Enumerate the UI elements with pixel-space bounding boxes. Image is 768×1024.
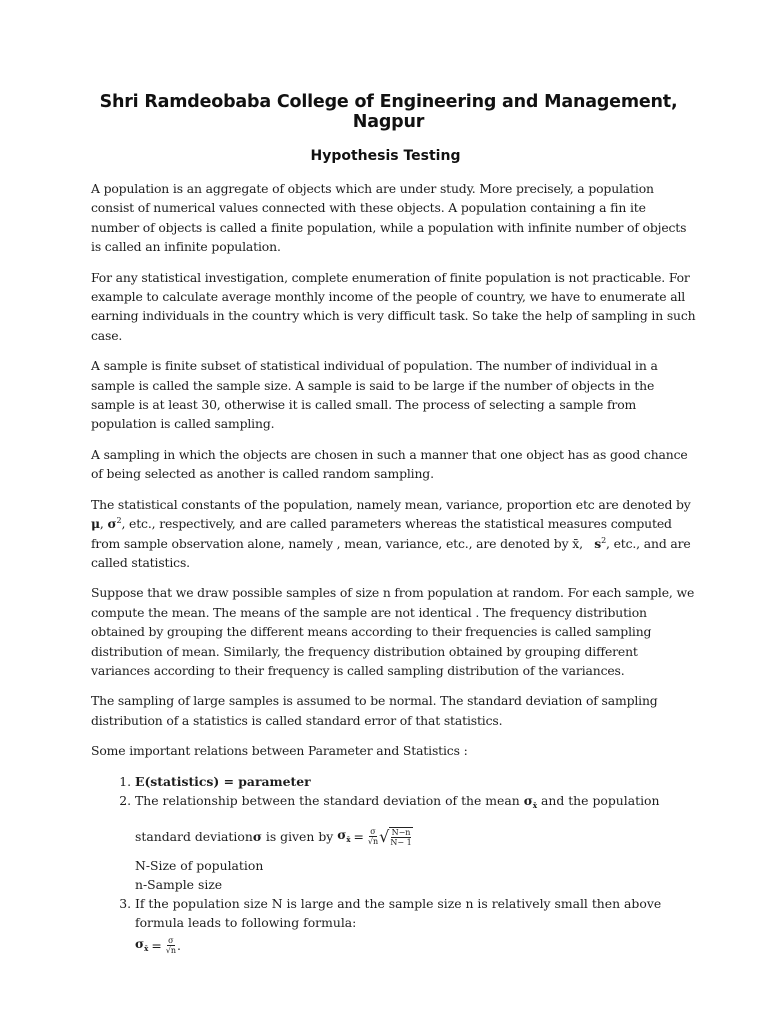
sigma-xbar-symbol xyxy=(524,793,537,808)
paragraph-parameters: The statistical constants of the population, namely mean, variance, proportion etc are denoted by μ, $\sigma^2$, etc., respectively, and are called parameters whereas the statistical measures computed from sample observation alone, namely , mean, variance, etc., are denoted by x̄, $s^2$, etc., and are called statistics. xyxy=(91,496,691,570)
lhs-xbar-subscript: x̄ xyxy=(346,834,351,844)
correction-factor-sqrt xyxy=(379,827,413,847)
simplified-numerator: σ xyxy=(168,936,174,946)
relation-1-text: E(statistics) = parameter xyxy=(135,773,311,789)
simplified-equals: = xyxy=(151,938,162,954)
params-text-2: , etc., respectively, and are called parameters whereas the statistical measures computed from sample observation alone, namely , mean, variance, etc., are denoted by xyxy=(91,516,672,551)
simplified-sigma: σ xyxy=(135,935,145,951)
sigma-symbol: σ xyxy=(107,516,117,532)
fraction-denominator: √n xyxy=(367,837,379,847)
sigma-over-root-n xyxy=(368,827,378,846)
simplified-period: . xyxy=(176,938,181,954)
lhs-sigma: σ xyxy=(337,826,347,842)
s-symbol: s xyxy=(594,535,602,551)
paragraph-standard-error: The sampling of large samples is assumed to be normal. The standard deviation of sampling distribution of a statistics is called standard error of that statistics. xyxy=(91,693,658,728)
relation-3-text: 3. If the population size N is large and the sample size n is relatively small then above formula leads to following formula: xyxy=(135,895,662,930)
mu-symbol: μ xyxy=(91,516,100,532)
simplified-formula xyxy=(135,934,696,958)
paragraph-relations-intro: Some important relations between Parameter and Statistics : xyxy=(91,743,468,759)
correction-fraction xyxy=(390,828,411,847)
page-title: Shri Ramdeobaba College of Engineering and Management, Nagpur xyxy=(99,92,678,132)
relation-item-2 xyxy=(135,791,696,894)
paragraph-sample: A sample is finite subset of statistical individual of population. The number of individual in a sample is called the sample size. A sample is said to be large if the number of objects in the sample is at least 30, otherwise it is called small. The process of selecting a sample from population is called sampling. xyxy=(91,358,658,432)
simplified-lhs xyxy=(135,934,148,958)
equals-sign: = xyxy=(353,829,364,845)
definition-n: n-Sample size xyxy=(135,876,223,892)
simplified-fraction xyxy=(166,936,176,955)
standard-error-formula xyxy=(135,825,696,849)
relation-item-3 xyxy=(135,894,696,958)
definition-N: N-Size of population xyxy=(135,857,264,873)
sqrt-icon: √ xyxy=(379,826,390,846)
sigma-glyph: σ xyxy=(523,792,533,808)
relation-2-tail: and the population xyxy=(537,792,660,808)
correction-numerator: N−n xyxy=(391,827,411,837)
relation-2-text: The relationship between the standard deviation of the mean xyxy=(135,792,524,808)
simplified-xbar-subscript: x̄ xyxy=(144,943,149,953)
xbar-symbol: x̄ xyxy=(572,535,580,551)
simplified-denominator: √n xyxy=(165,946,176,956)
xbar-subscript: x̄ xyxy=(532,800,538,810)
correction-denominator: N− 1 xyxy=(390,837,412,847)
formula-lhs xyxy=(337,825,350,849)
relation-2-given-by: is given by xyxy=(261,829,338,845)
population-sigma-symbol: σ xyxy=(252,829,262,845)
paragraph-investigation: For any statistical investigation, complete enumeration of finite population is not practicable. For example to calculate average monthly income of the people of country, we have to enumerate all earning individuals in the country which is very difficult task. So take the help of sampling in such case. xyxy=(91,269,696,343)
fraction-numerator: σ xyxy=(370,827,376,837)
relation-2-line-2: standard deviation xyxy=(135,829,253,845)
paragraph-sampling-distribution: Suppose that we draw possible samples of size n from population at random. For each sample, we compute the mean. The means of the sample are not identical . The frequency distribution obtained by grouping the different means according to their frequencies is called sampling distribution of mean. Similarly, the frequency distribution obtained by grouping different variances according to their frequency is called sampling distribution of the variances. xyxy=(91,585,695,678)
paragraph-random-sampling: A sampling in which the objects are chosen in such a manner that one object has as good chance of being selected as another is called random sampling. xyxy=(91,446,688,482)
paragraph-population: A population is an aggregate of objects which are under study. More precisely, a population consist of numerical values connected with these objects. A population containing a fin ite number of objects is called a finite population, while a population with infinite number of objects is called an infinite population. xyxy=(91,181,687,255)
relation-item-1 xyxy=(135,772,696,791)
relation-2-line-1 xyxy=(135,791,696,815)
params-text-3: , etc., and are called statistics. xyxy=(91,535,691,570)
page-subtitle: Hypothesis Testing xyxy=(310,148,461,164)
relations-list xyxy=(91,772,696,958)
squared-exponent-s: 2 xyxy=(601,535,607,545)
params-text-1: The statistical constants of the population, namely mean, variance, proportion etc are denoted by xyxy=(91,496,691,512)
squared-exponent: 2 xyxy=(116,515,122,525)
